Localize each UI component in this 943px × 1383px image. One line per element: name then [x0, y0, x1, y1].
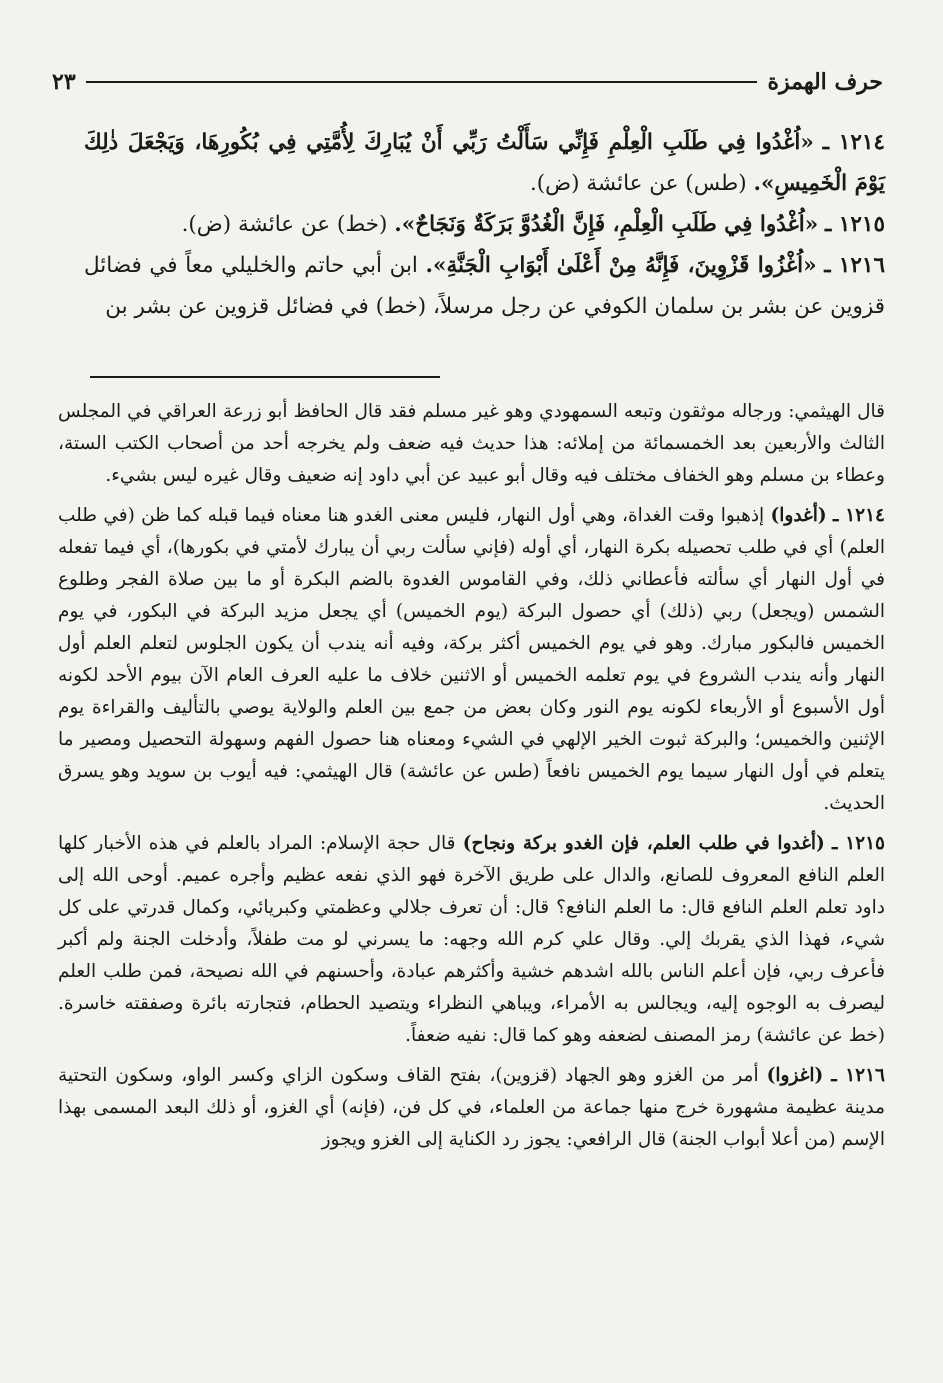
commentary-block — [58, 396, 885, 1164]
commentary-number: ١٢١٤ ـ — [832, 505, 885, 526]
hadith-number: ١٢١٦ ـ — [824, 253, 885, 278]
hadith-entry — [84, 245, 885, 327]
hadith-number: ١٢١٤ ـ — [822, 130, 885, 155]
commentary-text: إذهبوا وقت الغداة، وهي أول النهار، فليس معنى الغدو هنا معناه فيما قبله كما ظن (في طلب العلم) أي في طلب تحصيله بكرة النهار، أي أوله (فإني سألت ربي أن يبارك لأمتي في بكورها)، أي فيما تفعله في أول النهار أي سألته فأعطاني ذلك، وفي القاموس الغدوة بالضم البكرة أو ما بين صلاة الفجر وطلوع الشمس (ويجعل) ربي (ذلك) أي حصول البركة (يوم الخميس) أي يجعل مزيد البركة في البكور، في يوم الخميس فالبكور مبارك. وهو في يوم الخميس أكثر بركة، وفيه أنه يندب أن يكون الجلوس لتعلم العلم أول النهار وأنه يندب الشروع في يوم تعلمه الخميس أو الاثنين خلاف ما عليه العرف العام الآن بيوم الأحد لكونه أول الأسبوع أو الأربعاء لكونه يوم النور وكان بعض من جمع بين العلم والولاية يوصي بالتأليف والقراءة يوم الإثنين والخميس؛ والبركة ثبوت الخير الإلهي في الشيء ومعناه هنا حصول الفهم وسهولة التحصيل ومصير ما يتعلم في أول النهار سيما يوم الخميس نافعاً (طس عن عائشة) قال الهيثمي: فيه أيوب بن سويد وهو يسرق الحديث. — [58, 505, 885, 814]
commentary-paragraph — [58, 1060, 885, 1156]
chapter-title: حرف الهمزة — [767, 69, 883, 95]
hadith-text: «اُغْدُوا فِي طَلَبِ الْعِلْمِ فَإِنِّي سَأَلْتُ رَبِّي أَنْ يُبَارِكَ لِأُمَّتِي فِي بُكُورِهَا، وَيَجْعَلَ ذٰلِكَ يَوْمَ الْخَمِيسِ». — [84, 130, 885, 196]
commentary-number: ١٢١٥ ـ — [832, 833, 885, 854]
hadith-entry — [84, 204, 885, 245]
hadith-entry — [84, 122, 885, 204]
page-number: ٢٣ — [52, 69, 76, 95]
hadith-text: «اُغْدُوا فِي طَلَبِ الْعِلْمِ، فَإِنَّ الْغُدُوَّ بَرَكَةٌ وَنَجَاحٌ». — [394, 212, 819, 237]
hadith-text-block — [84, 122, 885, 327]
commentary-label: (أغدوا في طلب العلم، فإن الغدو بركة ونجاح) — [462, 833, 825, 854]
commentary-text: أمر من الغزو وهو الجهاد (قزوين)، بفتح القاف وسكون الزاي وكسر الواو، وسكون التحتية مدينة عظيمة مشهورة خرج منها جماعة من العلماء، في كل فن، (فإنه) أي الغزو، أو ذلك البعد المسمى بهذا الإسم (من أعلا أبواب الجنة) قال الرافعي: يجوز رد الكناية إلى الغزو ويجوز — [58, 1065, 885, 1150]
hadith-source: (خط) عن عائشة (ض). — [181, 212, 388, 237]
commentary-text: قال حجة الإسلام: المراد بالعلم في هذه الأخبار كلها العلم النافع المعروف للصانع، والدال على طريق الآخرة فهو الذي نفعه عظيم وأجره عميم. أوحى الله إلى داود تعلم العلم النافع قال: ما العلم النافع؟ قال: أن تعرف جلالي وعظمتي وكبريائي، وكمال قدرتي على كل شيء، فهذا الذي يقربك إلي. وقال علي كرم الله وجهه: ما يسرني لو مت طفلاً، وأدخلت الجنة ولم أكبر فأعرف ربي، فإن أعلم الناس بالله اشدهم خشية وأكثرهم عبادة، وأحسنهم في الله نصيحة، فمن طلب العلم ليصرف به الوجوه إليه، ويجالس به الأمراء، ويباهي النظراء ويتصيد الحطام، فتجارته بائرة وصفقته خاسرة. (خط عن عائشة) رمز المصنف لضعفه وهو كما قال: نفيه ضعفاً. — [58, 833, 885, 1046]
footnote-divider — [90, 376, 440, 378]
commentary-paragraph — [58, 828, 885, 1052]
commentary-paragraph — [58, 396, 885, 492]
header-rule — [86, 81, 758, 83]
commentary-number: ١٢١٦ ـ — [831, 1065, 885, 1086]
page-header — [52, 62, 883, 102]
hadith-text: «اُغْزُوا قَزْوِينَ، فَإِنَّهُ مِنْ أَعْلَىٰ أَبْوَابِ الْجَنَّةِ». — [425, 253, 817, 278]
commentary-label: (اغزوا) — [766, 1065, 824, 1086]
commentary-paragraph — [58, 500, 885, 820]
hadith-source: (طس) عن عائشة (ض). — [529, 171, 747, 196]
hadith-number: ١٢١٥ ـ — [825, 212, 885, 237]
hadith-source: ابن أبي حاتم والخليلي معاً في فضائل قزوين عن بشر بن سلمان الكوفي عن رجل مرسلاً، (خط) في فضائل قزوين عن بشر بن — [84, 253, 885, 319]
commentary-label: (أغدوا) — [770, 505, 827, 526]
commentary-text: قال الهيثمي: ورجاله موثقون وتبعه السمهودي وهو غير مسلم فقد قال الحافظ أبو زرعة العراقي في المجلس الثالث والأربعين بعد الخمسمائة من إملائه: هذا حديث فيه ضعف ولم يخرجه أحد من أصحاب الكتب الستة، وعطاء بن مسلم وهو الخفاف مختلف فيه وقال أبو عبيد عن أبي داود إنه ضعيف وقال غيره ليس بشيء. — [58, 401, 885, 486]
